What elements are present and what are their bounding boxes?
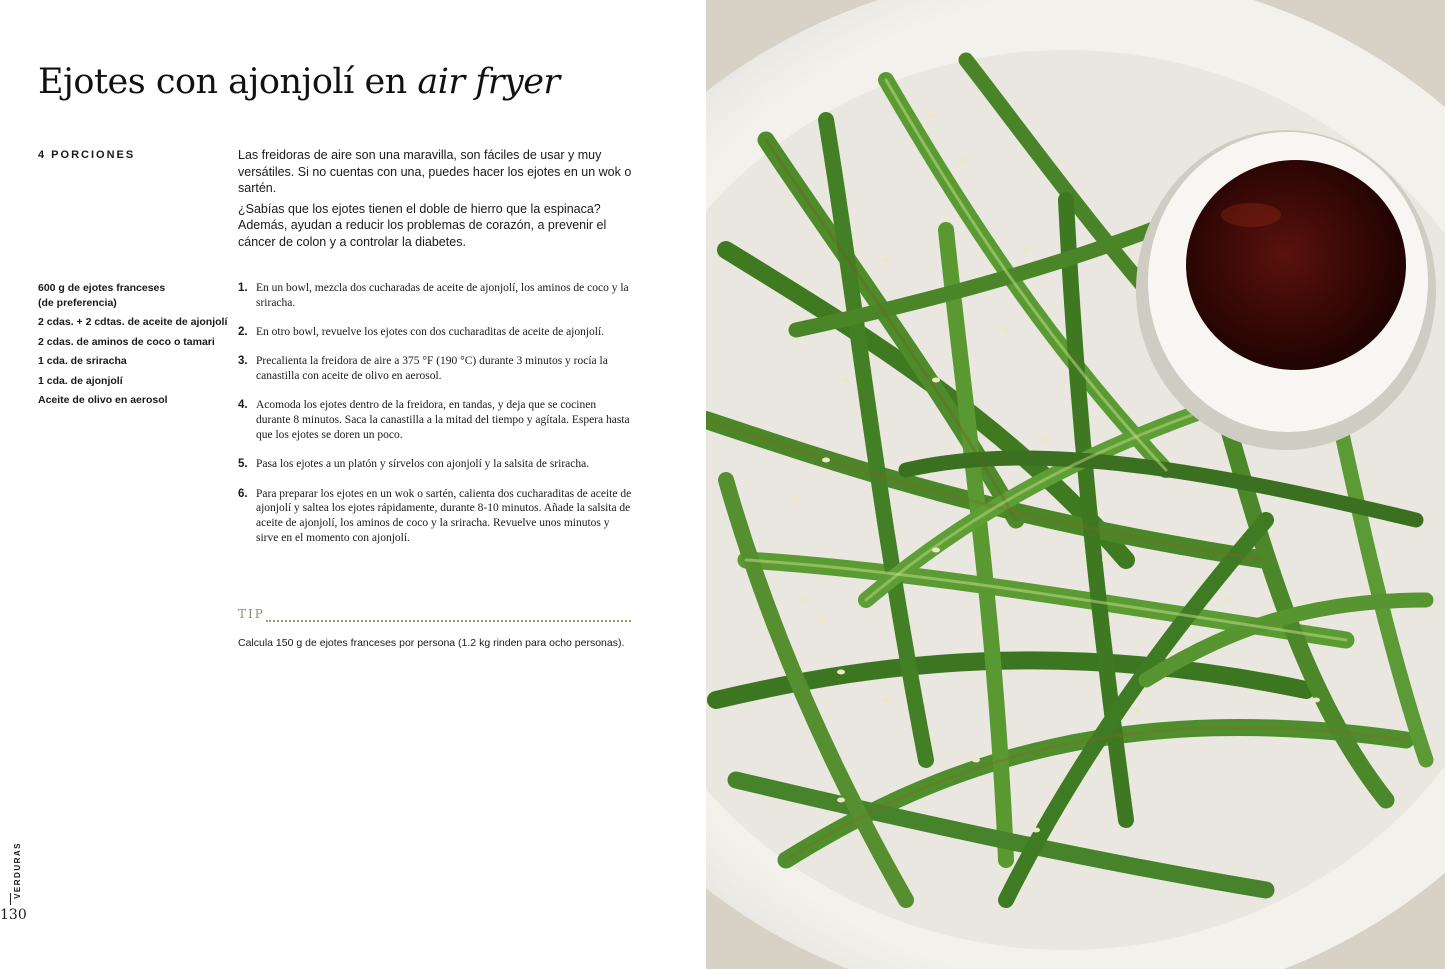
tip-label: TIP [238, 607, 265, 621]
step-number: 5. [238, 458, 248, 471]
step-number: 2. [238, 326, 248, 339]
title-italic: air fryer [417, 62, 560, 102]
ingredient-item: 600 g de ejotes franceses (de preferencia) [38, 282, 166, 309]
step-item [238, 325, 633, 340]
step-number: 1. [238, 282, 248, 294]
ingredient-item: 1 cda. de sriracha [38, 355, 127, 367]
section-name: VERDURAS [13, 842, 22, 899]
step-item [238, 487, 633, 546]
step-item [238, 457, 633, 472]
step-item [238, 398, 633, 442]
ingredient-item: 2 cdas. + 2 cdtas. de aceite de ajonjolí [38, 316, 228, 328]
servings-label: 4 PORCIONES [38, 149, 136, 161]
step-number: 4. [238, 399, 248, 412]
recipe-page [0, 0, 706, 969]
step-text: En un bowl, mezcla dos cucharadas de aceite de ajonjolí, los aminos de coco y la sriracha. [256, 282, 629, 309]
step-number: 3. [238, 355, 248, 368]
tip-divider [266, 620, 631, 622]
green-beans-illustration [706, 0, 1445, 969]
step-item [238, 354, 633, 384]
intro-text [238, 147, 638, 254]
page-number: 130 [0, 907, 27, 923]
title-main: Ejotes con ajonjolí en [38, 62, 418, 102]
step-number: 6. [238, 487, 248, 500]
step-text: Acomoda los ejotes dentro de la freidora, en tandas, y deja que se cocinen durante 8 minutos. Saca la canastilla a la mitad del tiempo y agítala. Espera hasta que los ejotes se doren un poco. [256, 399, 630, 442]
tip-text: Calcula 150 g de ejotes franceses por persona (1.2 kg rinden para ocho personas). [238, 637, 625, 649]
recipe-title [38, 62, 560, 102]
section-divider [10, 893, 11, 905]
ingredients-list [38, 281, 228, 413]
green-beans-photo [706, 0, 1445, 969]
ingredient-item: 1 cda. de ajonjolí [38, 374, 123, 387]
ingredient-item: 2 cdas. de aminos de coco o tamari [38, 335, 215, 348]
step-text: Precalienta la freidora de aire a 375 °F (190 °C) durante 3 minutos y rocía la canastilla con aceite de olivo en aerosol. [256, 355, 608, 383]
step-text: Pasa los ejotes a un platón y sírvelos con ajonjolí y la salsita de sriracha. [256, 458, 590, 471]
intro-paragraph: Las freidoras de aire son una maravilla, son fáciles de usar y muy versátiles. Si no cuentas con una, puedes hacer los ejotes en un wok o sartén. [238, 148, 632, 195]
ingredient-item: Aceite de olivo en aerosol [38, 394, 168, 406]
intro-paragraph: ¿Sabías que los ejotes tienen el doble de hierro que la espinaca? Además, ayudan a reducir los problemas de corazón, a prevenir el cáncer de colon y a controlar la diabetes. [238, 201, 607, 249]
steps-list [238, 281, 633, 560]
step-text: En otro bowl, revuelve los ejotes con dos cucharaditas de aceite de ajonjolí. [256, 326, 605, 339]
step-item [238, 281, 633, 311]
step-text: Para preparar los ejotes en un wok o sartén, calienta dos cucharaditas de aceite de ajonjolí y saltea los ejotes rápidamente, durante 8-10 minutos. Añade la salsita de aceite de ajonjolí, los aminos de coco y la sriracha. Revuelve unos minutos y sirve en el momento con ajonjolí. [256, 487, 632, 545]
sauce-bowl [1136, 130, 1436, 450]
